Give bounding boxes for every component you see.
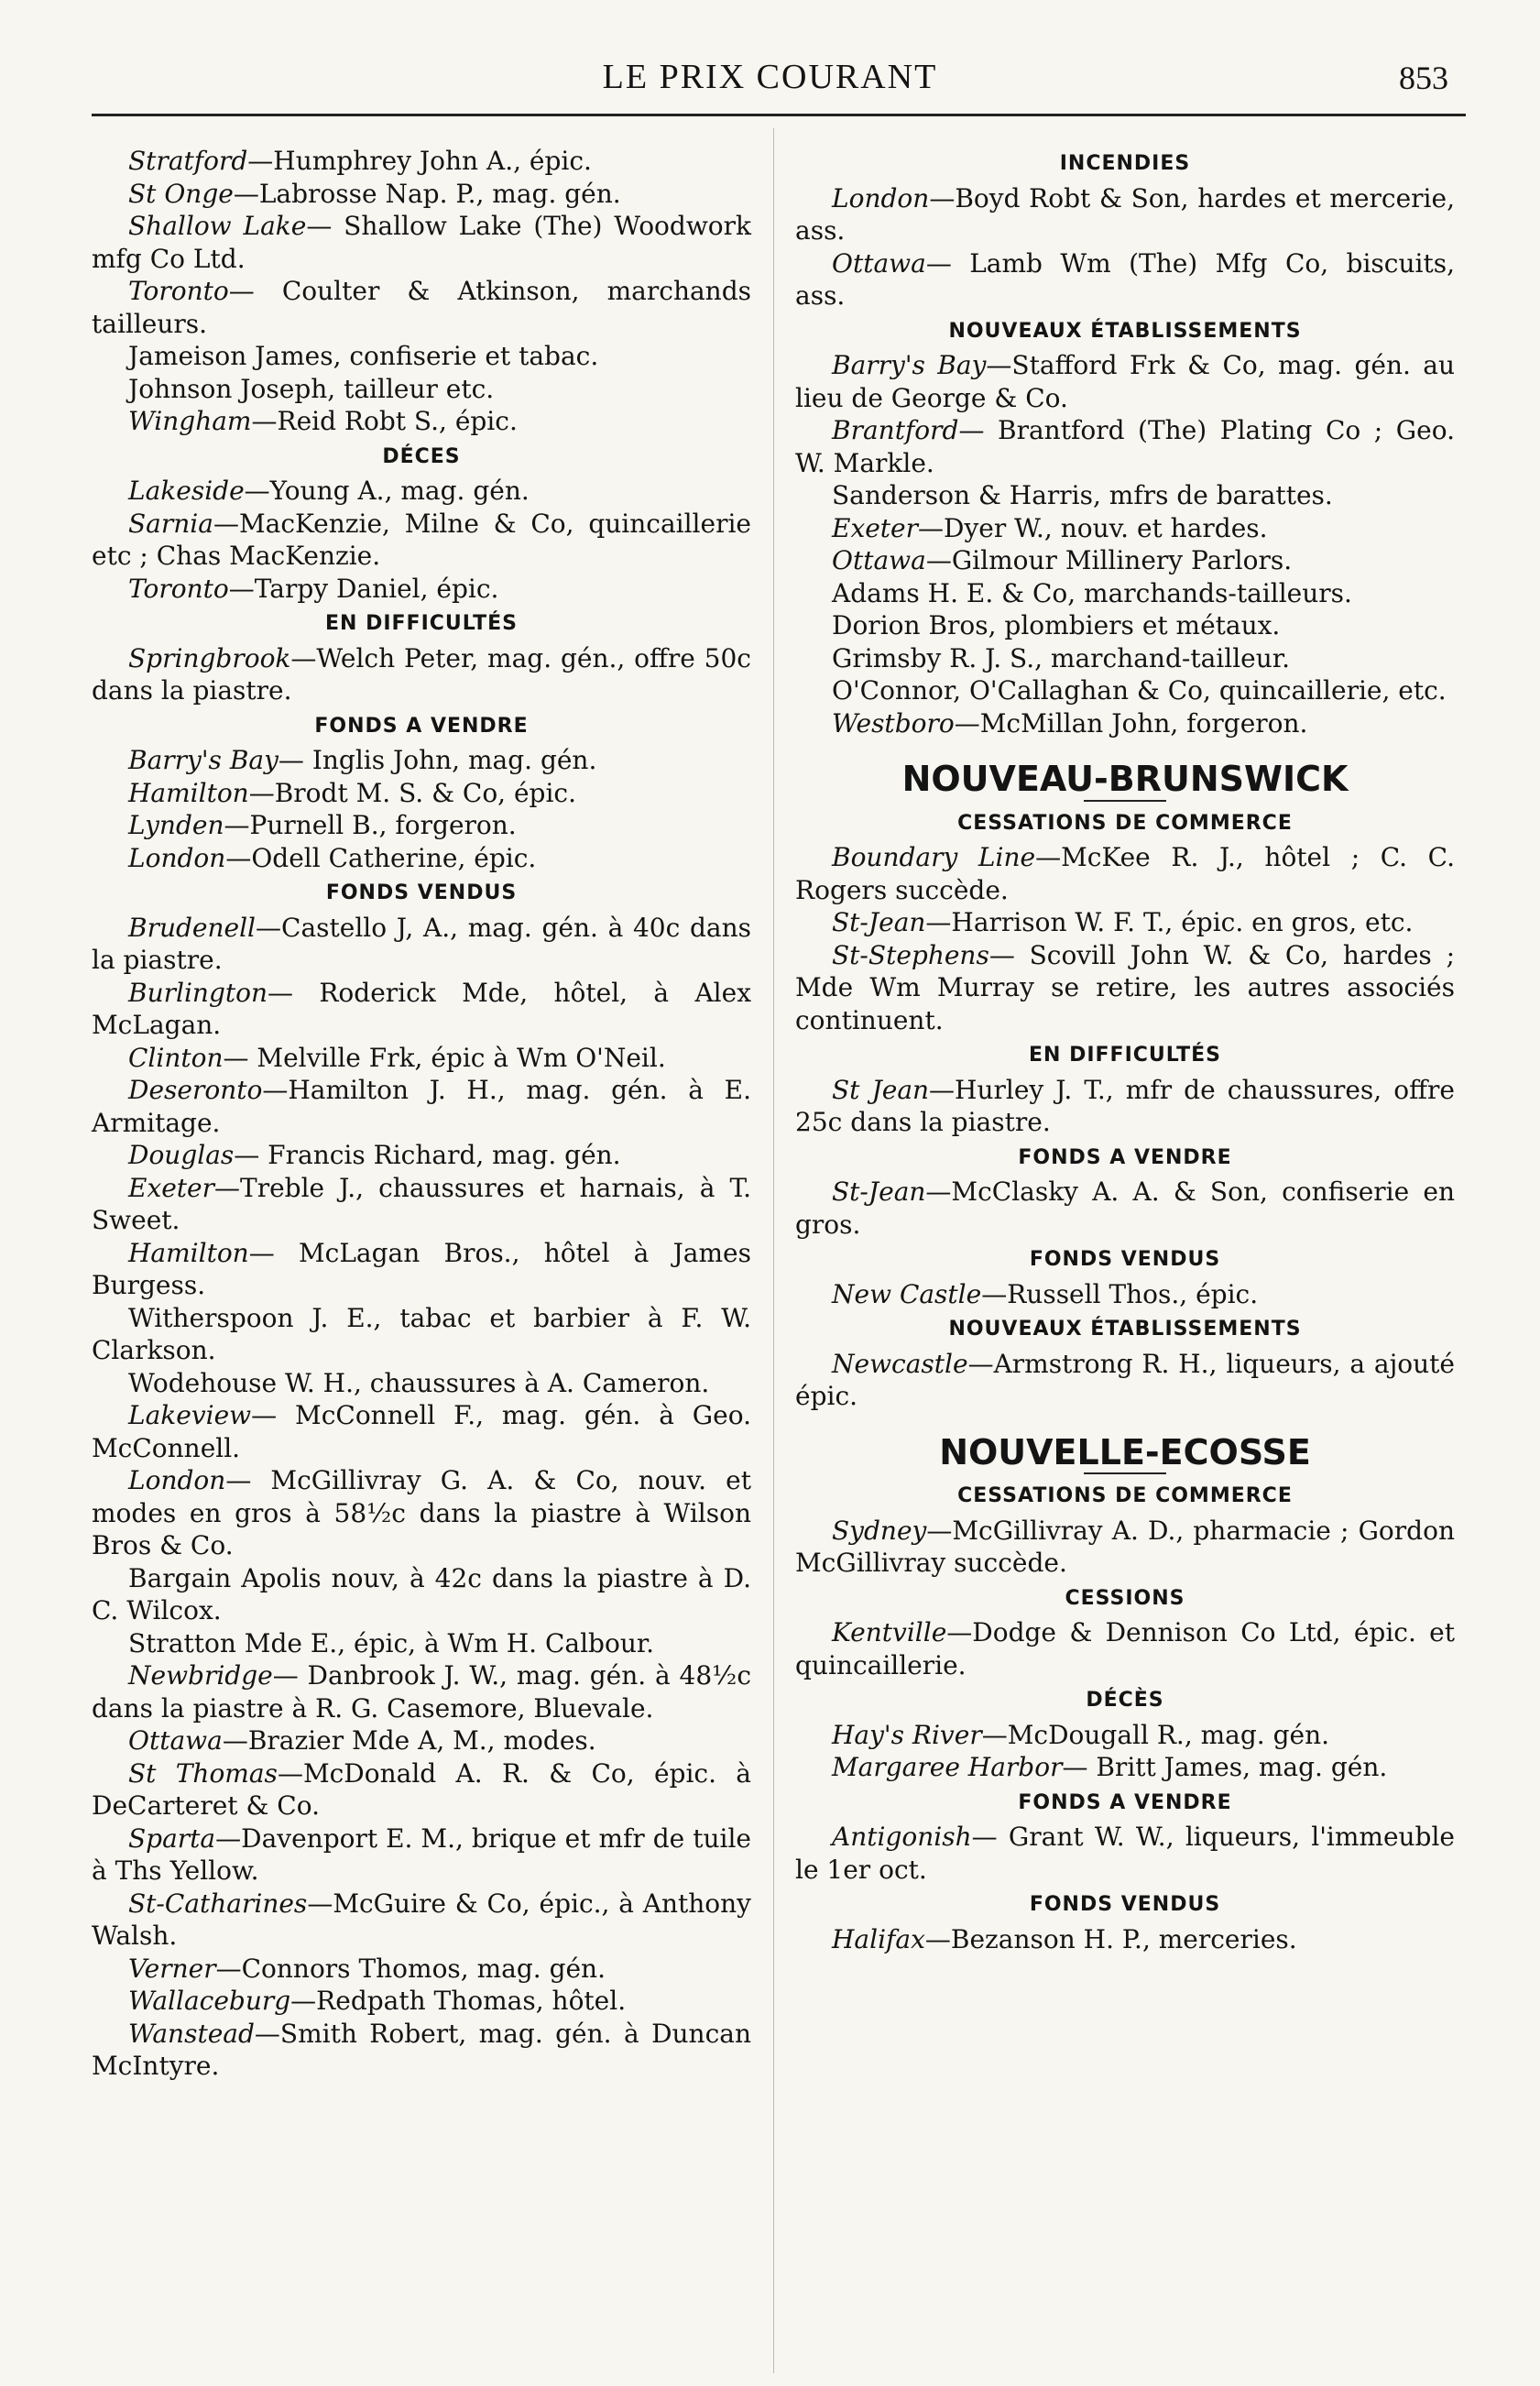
- dash-separator: —: [958, 415, 985, 445]
- entry-text: Danbrook J. W., mag. gén. à 48½c dans la piastre à R. G. Casemore, Bluevale.: [92, 1660, 751, 1724]
- header-rule: [92, 114, 1466, 116]
- place-name: Verner: [128, 1953, 216, 1984]
- left-column: [92, 145, 751, 2083]
- dash-separator: —: [248, 777, 275, 808]
- entry-text: Stafford Frk & Co, mag. gén. au lieu de George & Co.: [795, 350, 1455, 413]
- entry-text: Roderick Mde, hôtel, à Alex McLagan.: [92, 977, 751, 1040]
- listing-entry: [92, 373, 751, 406]
- dash-separator: —: [228, 276, 255, 306]
- place-name: Toronto: [128, 573, 229, 604]
- entry-text: Reid Robt S., épic.: [277, 406, 518, 436]
- section-heading: CESSATIONS DE COMMERCE: [957, 1484, 1293, 1507]
- place-name: London: [128, 842, 226, 873]
- place-name: Lynden: [128, 810, 224, 840]
- listing-entry: [92, 1042, 751, 1075]
- section-heading: DÉCÈS: [1086, 1689, 1164, 1712]
- province-heading: NOUVEAU-BRUNSWICK: [901, 759, 1349, 799]
- place-name: St-Jean: [832, 1177, 926, 1207]
- listing-entry: [795, 707, 1455, 740]
- dash-separator: —: [254, 2018, 280, 2049]
- dash-separator: —: [918, 512, 945, 543]
- place-name: Deseronto: [128, 1075, 263, 1105]
- place-name: Hamilton: [128, 777, 249, 808]
- listing-entry: [92, 642, 751, 707]
- entry-text: Stratton Mde E., épic, à Wm H. Calbour.: [128, 1627, 655, 1658]
- place-name: Burlington: [128, 977, 268, 1008]
- listing-entry: [92, 1659, 751, 1724]
- place-name: Brudenell: [128, 912, 257, 943]
- listing-entry: [92, 1888, 751, 1953]
- place-name: Boundary Line: [832, 842, 1036, 872]
- listing-entry: [92, 1399, 751, 1464]
- page-number: 853: [1399, 60, 1448, 96]
- dash-separator: —: [214, 1172, 241, 1203]
- dash-separator: —: [925, 545, 952, 575]
- section-heading: EN DIFFICULTÉS: [1028, 1044, 1222, 1067]
- listing-entry: [92, 744, 751, 777]
- section-heading: FONDS A VENDRE: [314, 714, 529, 738]
- section-heading: FONDS A VENDRE: [1018, 1145, 1232, 1169]
- entry-text: Brazier Mde A, M., modes.: [247, 1725, 596, 1756]
- place-name: St Thomas: [128, 1757, 278, 1789]
- entry-text: Shallow Lake (The) Woodwork mfg Co Ltd.: [92, 211, 752, 274]
- entry-text: Jameison James, confiserie et tabac.: [128, 341, 599, 371]
- listing-entry: [795, 1616, 1455, 1681]
- place-name: Sparta: [128, 1822, 216, 1854]
- place-name: Newbridge: [128, 1660, 273, 1691]
- place-name: Ottawa: [128, 1725, 223, 1756]
- listing-entry: [92, 1464, 751, 1562]
- listing-entry: [92, 2018, 751, 2083]
- entry-text: Grant W. W., liqueurs, l'immeuble le 1er oct.: [795, 1822, 1455, 1885]
- listing-entry: [92, 1953, 751, 1986]
- province-rule: [1084, 1472, 1166, 1474]
- place-name: Wanstead: [128, 2018, 255, 2049]
- section-heading: FONDS VENDUS: [325, 881, 518, 904]
- listing-entry: [92, 508, 751, 573]
- listing-entry: [92, 1757, 751, 1822]
- listing-entry: [92, 842, 751, 875]
- listing-entry: [92, 912, 751, 977]
- listing-entry: [795, 906, 1455, 939]
- section-heading: NOUVEAUX ÉTABLISSEMENTS: [948, 319, 1302, 343]
- dash-separator: —: [213, 508, 239, 539]
- entry-text: McDonald A. R. & Co, épic. à DeCarteret & Co.: [92, 1757, 752, 1821]
- dash-separator: —: [290, 1986, 317, 2016]
- entry-text: Hamilton J. H., mag. gén. à E. Armitage.: [92, 1075, 751, 1138]
- dash-separator: —: [981, 1278, 1008, 1309]
- section-heading: FONDS VENDUS: [1029, 1248, 1221, 1271]
- place-name: Clinton: [128, 1042, 224, 1073]
- place-name: St Jean: [832, 1074, 930, 1105]
- place-name: Westboro: [832, 707, 955, 739]
- place-name: St-Jean: [832, 907, 926, 937]
- listing-entry: [795, 512, 1455, 545]
- place-name: Sarnia: [128, 508, 213, 539]
- entry-text: Russell Thos., épic.: [1007, 1278, 1259, 1309]
- entry-text: Coulter & Atkinson, marchands tailleurs.: [92, 276, 751, 339]
- dash-separator: —: [234, 1140, 260, 1170]
- dash-separator: —: [925, 247, 952, 279]
- place-name: Stratford: [128, 146, 248, 176]
- entry-text: Britt James, mag. gén.: [1087, 1752, 1388, 1782]
- dash-separator: —: [223, 1042, 249, 1073]
- listing-entry: [92, 1237, 751, 1302]
- listing-entry: [795, 642, 1455, 675]
- dash-separator: —: [971, 1822, 998, 1852]
- section-heading: CESSATIONS DE COMMERCE: [957, 811, 1293, 835]
- province-block: [795, 759, 1455, 802]
- dash-separator: —: [248, 1237, 275, 1268]
- right-column: [795, 145, 1455, 1955]
- place-name: Ottawa: [832, 247, 926, 279]
- listing-entry: [795, 577, 1455, 610]
- entry-text: Welch Peter, mag. gén., offre 50c dans la piastre.: [92, 642, 751, 706]
- listing-entry: [795, 247, 1455, 312]
- dash-separator: —: [277, 1757, 303, 1789]
- dash-separator: —: [290, 642, 317, 673]
- entry-text: McLagan Bros., hôtel à James Burgess.: [92, 1237, 751, 1300]
- place-name: Lakeview: [128, 1400, 252, 1430]
- entry-text: Grimsby R. J. S., marchand-tailleur.: [832, 642, 1290, 673]
- entry-text: Tarpy Daniel, épic.: [254, 573, 499, 604]
- place-name: Exeter: [832, 512, 919, 543]
- dash-separator: —: [251, 406, 278, 436]
- entry-text: Young A., mag. gén.: [269, 476, 530, 506]
- entry-text: Dyer W., nouv. et hardes.: [944, 512, 1268, 543]
- entry-text: Redpath Thomas, hôtel.: [316, 1986, 627, 2016]
- dash-separator: —: [228, 573, 255, 604]
- entry-text: McGuire & Co, épic., à Anthony Walsh.: [92, 1888, 751, 1951]
- place-name: Barry's Bay: [832, 350, 987, 380]
- place-name: Wallaceburg: [128, 1986, 291, 2016]
- dash-separator: —: [1035, 842, 1062, 872]
- column-divider: [773, 128, 774, 2373]
- entry-text: O'Connor, O'Callaghan & Co, quincaillerie, etc.: [832, 675, 1447, 706]
- place-name: Douglas: [128, 1140, 235, 1170]
- place-name: Exeter: [128, 1172, 215, 1203]
- page-header: [0, 0, 1540, 128]
- listing-entry: [795, 1074, 1455, 1139]
- place-name: St-Catharines: [128, 1888, 308, 1919]
- listing-entry: [795, 609, 1455, 642]
- listing-entry: [795, 1821, 1455, 1886]
- place-name: Barry's Bay: [128, 745, 279, 775]
- place-name: Antigonish: [832, 1822, 972, 1852]
- place-name: Sydney: [832, 1515, 927, 1546]
- entry-text: Bargain Apolis nouv, à 42c dans la piastre à D. C. Wilcox.: [92, 1562, 751, 1625]
- dash-separator: —: [929, 1074, 956, 1105]
- entry-text: Hurley J. T., mfr de chaussures, offre 25c dans la piastre.: [795, 1074, 1455, 1137]
- listing-entry: [795, 1176, 1455, 1241]
- place-name: St Onge: [128, 178, 234, 209]
- dash-separator: —: [954, 707, 980, 739]
- running-title: LE PRIX COURANT: [602, 58, 938, 96]
- dash-separator: —: [225, 1465, 252, 1495]
- dash-separator: —: [981, 1719, 1008, 1750]
- listing-entry: [92, 1139, 751, 1172]
- listing-entry: [795, 349, 1455, 414]
- entry-text: Francis Richard, mag. gén.: [259, 1140, 621, 1170]
- section-heading: DÉCES: [382, 444, 461, 468]
- dash-separator: —: [268, 977, 294, 1008]
- dash-separator: —: [215, 1953, 242, 1984]
- dash-separator: —: [986, 350, 1012, 380]
- place-name: Hay's River: [832, 1719, 982, 1750]
- listing-entry: [795, 182, 1455, 247]
- entry-text: McConnell F., mag. gén. à Geo. McConnell.: [92, 1400, 751, 1463]
- place-name: Kentville: [832, 1617, 947, 1647]
- listing-entry: [795, 1751, 1455, 1784]
- entry-text: McMillan John, forgeron.: [979, 707, 1308, 739]
- dash-separator: —: [926, 1515, 953, 1546]
- dash-separator: —: [222, 1725, 248, 1756]
- listing-entry: [795, 544, 1455, 577]
- place-name: Springbrook: [128, 642, 291, 673]
- entry-text: Smith Robert, mag. gén. à Duncan McIntyre.: [92, 2018, 751, 2081]
- dash-separator: —: [272, 1660, 299, 1691]
- place-name: Halifax: [832, 1923, 925, 1954]
- listing-entry: [795, 1923, 1455, 1956]
- entry-text: McGillivray G. A. & Co, nouv. et modes en gros à 58½c dans la piastre à Wilson Bros & Co.: [92, 1465, 751, 1560]
- entry-text: Treble J., chaussures et harnais, à T. Sweet.: [92, 1172, 751, 1235]
- entry-text: Gilmour Millinery Parlors.: [951, 545, 1293, 575]
- entry-text: Lamb Wm (The) Mfg Co, biscuits, ass.: [795, 247, 1455, 311]
- dash-separator: —: [988, 939, 1015, 970]
- entry-text: Brodt M. S. & Co, épic.: [274, 777, 577, 808]
- listing-entry: [92, 1367, 751, 1400]
- section-heading: EN DIFFICULTÉS: [324, 612, 519, 635]
- entry-text: Odell Catherine, épic.: [251, 842, 537, 873]
- listing-entry: [92, 475, 751, 508]
- dash-separator: —: [925, 907, 952, 937]
- entry-text: Dodge & Dennison Co Ltd, épic. et quincaillerie.: [795, 1617, 1455, 1680]
- listing-entry: [795, 1719, 1455, 1752]
- entry-text: McKee R. J., hôtel ; C. C. Rogers succède.: [795, 842, 1456, 905]
- dash-separator: —: [251, 1400, 278, 1430]
- section-heading: CESSIONS: [1065, 1586, 1185, 1610]
- listing-entry: [795, 1515, 1455, 1580]
- entry-text: Armstrong R. H., liqueurs, a ajouté épic.: [795, 1348, 1455, 1411]
- dash-separator: —: [946, 1617, 973, 1647]
- dash-separator: —: [306, 211, 333, 241]
- dash-separator: —: [925, 1177, 952, 1207]
- entry-text: Davenport E. M., brique et mfr de tuile à Ths Yellow.: [92, 1822, 751, 1886]
- listing-entry: [92, 1985, 751, 2018]
- place-name: St-Stephens: [832, 939, 989, 970]
- dash-separator: —: [215, 1822, 242, 1854]
- section-heading: FONDS VENDUS: [1029, 1893, 1221, 1916]
- dash-separator: —: [247, 146, 274, 176]
- listing-entry: [795, 1348, 1455, 1413]
- entry-text: McGillivray A. D., pharmacie ; Gordon McGillivray succède.: [795, 1515, 1455, 1578]
- entry-text: Melville Frk, épic à Wm O'Neil.: [248, 1042, 666, 1073]
- listing-entry: [795, 674, 1455, 707]
- listing-entry: [92, 178, 751, 211]
- dash-separator: —: [262, 1075, 289, 1105]
- listing-entry: [92, 1302, 751, 1367]
- entry-text: Brantford (The) Plating Co ; Geo. W. Markle.: [795, 415, 1455, 478]
- place-name: London: [832, 182, 930, 213]
- dash-separator: —: [225, 842, 252, 873]
- entry-text: Purnell B., forgeron.: [249, 810, 517, 840]
- place-name: Hamilton: [128, 1237, 249, 1268]
- entry-text: Wodehouse W. H., chaussures à A. Cameron.: [128, 1367, 710, 1398]
- entry-text: Johnson Joseph, tailleur etc.: [128, 373, 495, 404]
- entry-text: MacKenzie, Milne & Co, quincaillerie etc ; Chas MacKenzie.: [92, 508, 751, 571]
- place-name: New Castle: [832, 1278, 982, 1309]
- entry-text: McClasky A. A. & Son, confiserie en gros.: [795, 1177, 1455, 1240]
- place-name: Ottawa: [832, 545, 926, 575]
- entry-text: Boyd Robt & Son, hardes et mercerie, ass.: [795, 182, 1455, 246]
- entry-text: Inglis John, mag. gén.: [303, 745, 597, 775]
- listing-entry: [92, 1627, 751, 1660]
- dash-separator: —: [278, 745, 304, 775]
- listing-entry: [92, 777, 751, 810]
- listing-entry: [92, 573, 751, 606]
- dash-separator: —: [929, 182, 956, 213]
- entry-text: Harrison W. F. T., épic. en gros, etc.: [951, 907, 1414, 937]
- entry-text: Bezanson H. P., merceries.: [950, 1923, 1297, 1954]
- place-name: Margaree Harbor: [832, 1752, 1063, 1782]
- place-name: Newcastle: [832, 1348, 968, 1379]
- dash-separator: —: [256, 912, 282, 943]
- listing-entry: [795, 1278, 1455, 1311]
- entry-text: Connors Thomos, mag. gén.: [241, 1953, 606, 1984]
- listing-entry: [92, 1074, 751, 1139]
- listing-entry: [92, 977, 751, 1042]
- entry-text: Witherspoon J. E., tabac et barbier à F. W. Clarkson.: [92, 1302, 751, 1365]
- section-heading: INCENDIES: [1059, 152, 1191, 175]
- listing-entry: [795, 414, 1455, 479]
- dash-separator: —: [1062, 1752, 1088, 1782]
- dash-separator: —: [967, 1348, 994, 1379]
- listing-entry: [92, 405, 751, 438]
- listing-entry: [92, 1724, 751, 1757]
- entry-text: Humphrey John A., épic.: [273, 146, 592, 176]
- listing-entry: [92, 1172, 751, 1237]
- listing-entry: [795, 939, 1455, 1037]
- place-name: Toronto: [128, 276, 229, 306]
- listing-entry: [92, 809, 751, 842]
- listing-entry: [92, 1562, 751, 1627]
- listing-entry: [795, 841, 1455, 906]
- entry-text: Labrosse Nap. P., mag. gén.: [258, 178, 621, 209]
- dash-separator: —: [224, 810, 250, 840]
- place-name: Wingham: [128, 406, 252, 436]
- section-heading: FONDS A VENDRE: [1018, 1790, 1232, 1814]
- entry-text: Castello J, A., mag. gén. à 40c dans la piastre.: [92, 912, 751, 975]
- dash-separator: —: [233, 178, 259, 209]
- listing-entry: [92, 275, 751, 340]
- province-heading: NOUVELLE-ECOSSE: [939, 1431, 1311, 1472]
- place-name: London: [128, 1465, 226, 1495]
- province-rule: [1084, 800, 1166, 802]
- section-heading: NOUVEAUX ÉTABLISSEMENTS: [948, 1318, 1302, 1341]
- entry-text: Dorion Bros, plombiers et métaux.: [832, 610, 1281, 640]
- listing-entry: [795, 479, 1455, 512]
- entry-text: Scovill John W. & Co, hardes ; Mde Wm Murray se retire, les autres associés continuent.: [795, 939, 1455, 1035]
- place-name: Shallow Lake: [128, 211, 307, 241]
- entry-text: Sanderson & Harris, mfrs de barattes.: [832, 480, 1333, 510]
- dash-separator: —: [244, 476, 270, 506]
- dash-separator: —: [924, 1923, 951, 1954]
- entry-text: McDougall R., mag. gén.: [1007, 1719, 1330, 1750]
- listing-entry: [92, 1822, 751, 1888]
- place-name: Brantford: [832, 415, 959, 445]
- place-name: Lakeside: [128, 476, 245, 506]
- dash-separator: —: [307, 1888, 333, 1919]
- province-block: [795, 1431, 1455, 1475]
- entry-text: Adams H. E. & Co, marchands-tailleurs.: [832, 577, 1352, 608]
- listing-entry: [92, 145, 751, 178]
- listing-entry: [92, 340, 751, 373]
- listing-entry: [92, 210, 751, 275]
